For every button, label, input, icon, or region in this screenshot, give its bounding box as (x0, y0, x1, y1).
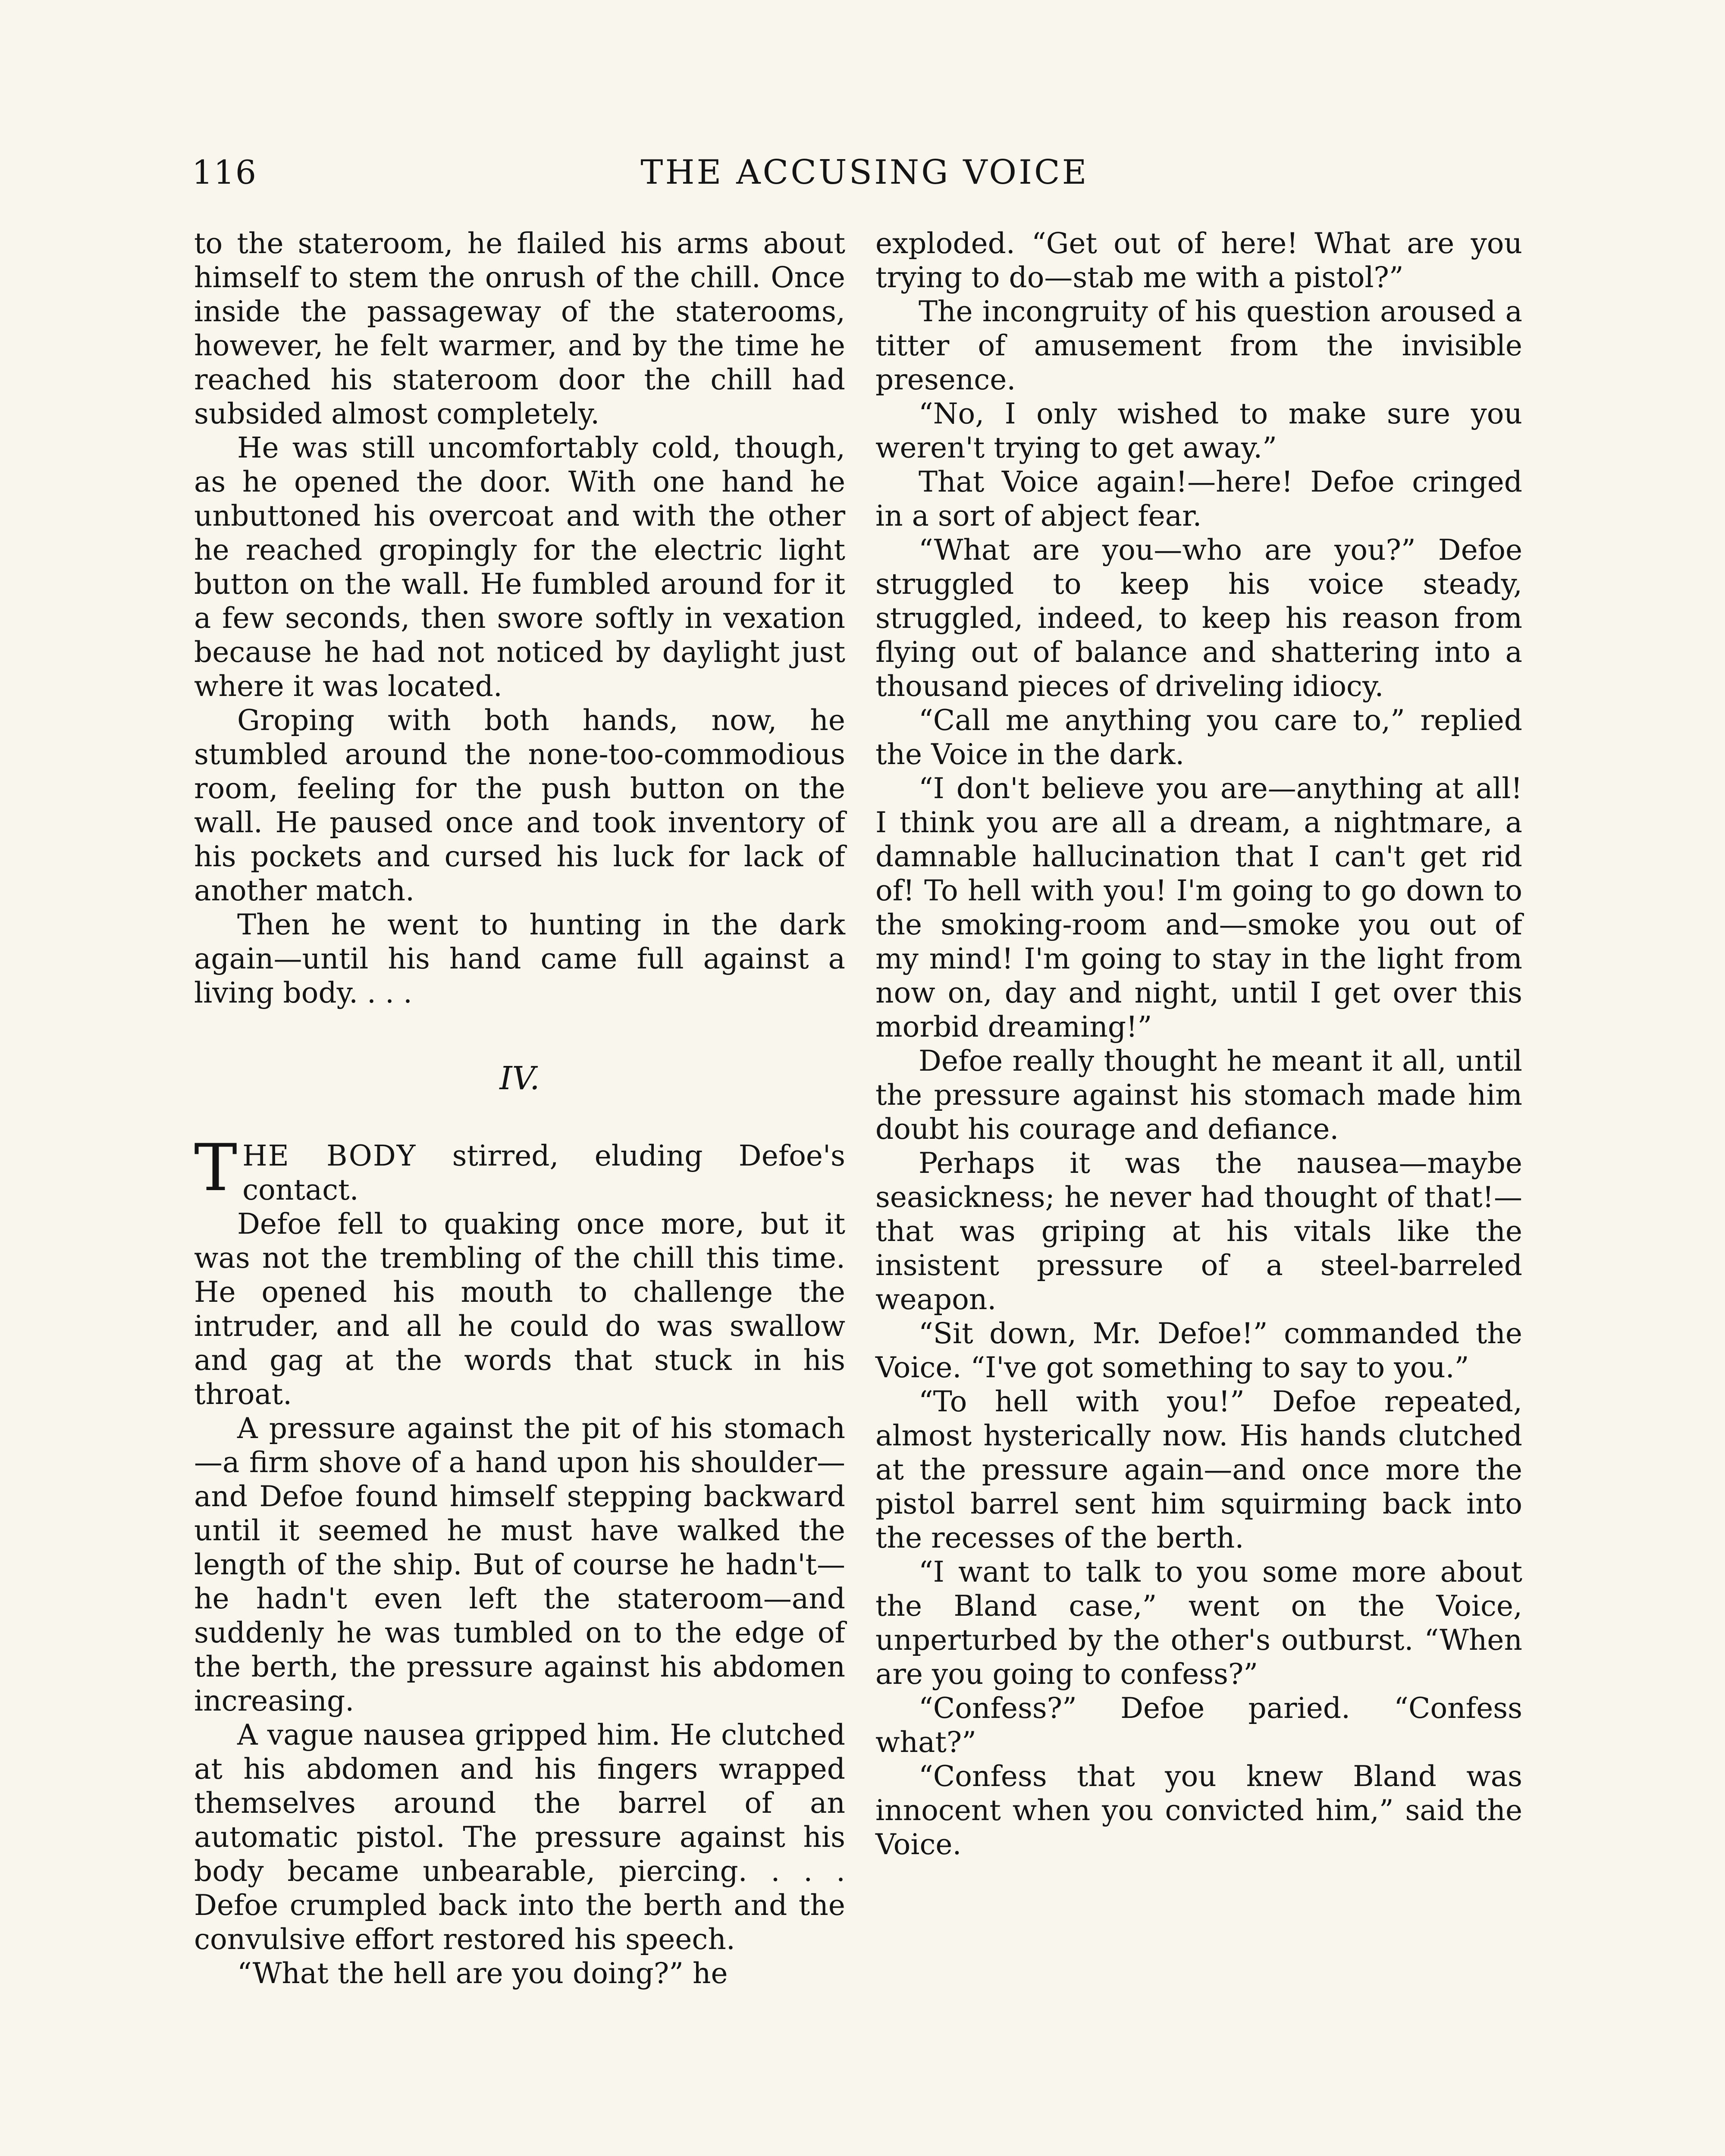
section-heading: IV. (499, 1060, 540, 1097)
paragraph: A vague nausea gripped him. He clutched at his abdomen and his fingers wrapped themselves around the barrel of an automatic pistol. The pressure against his body became unbearable, piercing. . . . Defoe crumpled back into the berth and the convulsive effort restored his speech. (194, 1718, 845, 1956)
paragraph: “Sit down, Mr. Defoe!” commanded the Voice. “I've got something to say to you.” (875, 1317, 1522, 1384)
paragraph: Then he went to hunting in the dark again—until his hand came full against a living body. . . . (194, 908, 845, 1009)
paragraph: Defoe really thought he meant it all, until the pressure against his stomach made him doubt his courage and defiance. (875, 1044, 1522, 1146)
paragraph: “To hell with you!” Defoe repeated, almost hysterically now. His hands clutched at the pressure again—and once more the pistol barrel sent him squirming back into the recesses of the berth. (875, 1385, 1522, 1554)
paragraph: He was still uncomfortably cold, though, as he opened the door. With one hand he unbuttoned his overcoat and with the other he reached gropingly for the electric light button on the wall. He fumbled around for it a few seconds, then swore softly in vexation because he had not noticed by daylight just where it was located. (194, 431, 845, 703)
paragraph: “Confess that you knew Bland was innocent when you convicted him,” said the Voice. (875, 1760, 1522, 1861)
right-column (875, 226, 1522, 1861)
running-title: THE ACCUSING VOICE (640, 153, 1089, 192)
paragraph: Defoe fell to quaking once more, but it was not the trembling of the chill this time. He opened his mouth to challenge the intruder, and all he could do was swallow and gag at the words that stuck in his throat. (194, 1207, 845, 1411)
paragraph: “What the hell are you doing?” he (237, 1957, 728, 1990)
section-opening (194, 1131, 845, 1207)
paragraph: That Voice again!—here! Defoe cringed in a sort of abject fear. (875, 465, 1522, 533)
paragraph: Groping with both hands, now, he stumbled around the none-too-commodious room, feeling for the push button on the wall. He paused once and took inventory of his pockets and cursed his luck for lack of another match. (194, 704, 845, 907)
paragraph: “Call me anything you care to,” replied the Voice in the dark. (875, 704, 1522, 771)
paragraph: A pressure against the pit of his stomach—a firm shove of a hand upon his shoulder—and Defoe found himself stepping backward until it seemed he must have walked the length of the ship. But of course he hadn't—he hadn't even left the stateroom—and suddenly he was tumbled on to the edge of the berth, the pressure against his abdomen increasing. (194, 1412, 845, 1717)
paragraph: “Confess?” Defoe paried. “Confess what?” (875, 1692, 1522, 1759)
drop-cap: T (194, 1131, 238, 1206)
page-number: 116 (192, 153, 257, 191)
paragraph: to the stateroom, he flailed his arms about himself to stem the onrush of the chill. Once inside the passageway of the staterooms, however, he felt warmer, and by the time he reached his stateroom door the chill had subsided almost completely. (194, 227, 845, 430)
paragraph: “I want to talk to you some more about the Bland case,” went on the Voice, unperturbed by the other's outburst. “When are you going to confess?” (875, 1555, 1522, 1691)
paragraph: “No, I only wished to make sure you weren't trying to get away.” (875, 397, 1522, 464)
paragraph: The incongruity of his question aroused a titter of amusement from the invisible presence. (875, 295, 1522, 396)
paragraph: Perhaps it was the nausea—maybe seasickness; he never had thought of that!—that was griping at his vitals like the insistent pressure of a steel-barreled weapon. (875, 1147, 1522, 1316)
paragraph: “I don't believe you are—anything at all! I think you are all a dream, a nightmare, a damnable hallucination that I can't get rid of! To hell with you! I'm going to go down to the smoking-room and—smoke you out of my mind! I'm going to stay in the light from now on, day and night, until I get over this morbid dreaming!” (875, 772, 1522, 1044)
paragraph: exploded. “Get out of here! What are you trying to do—stab me with a pistol?” (875, 227, 1522, 294)
left-column (194, 226, 845, 1990)
small-caps-lead: HE BODY (242, 1139, 417, 1172)
paragraph: “What are you—who are you?” Defoe struggled to keep his voice steady, struggled, indeed, to keep his reason from flying out of balance and shattering into a thousand pieces of driveling idiocy. (875, 533, 1522, 703)
opening-text: stirred, eluding Defoe's contact. (242, 1139, 845, 1206)
